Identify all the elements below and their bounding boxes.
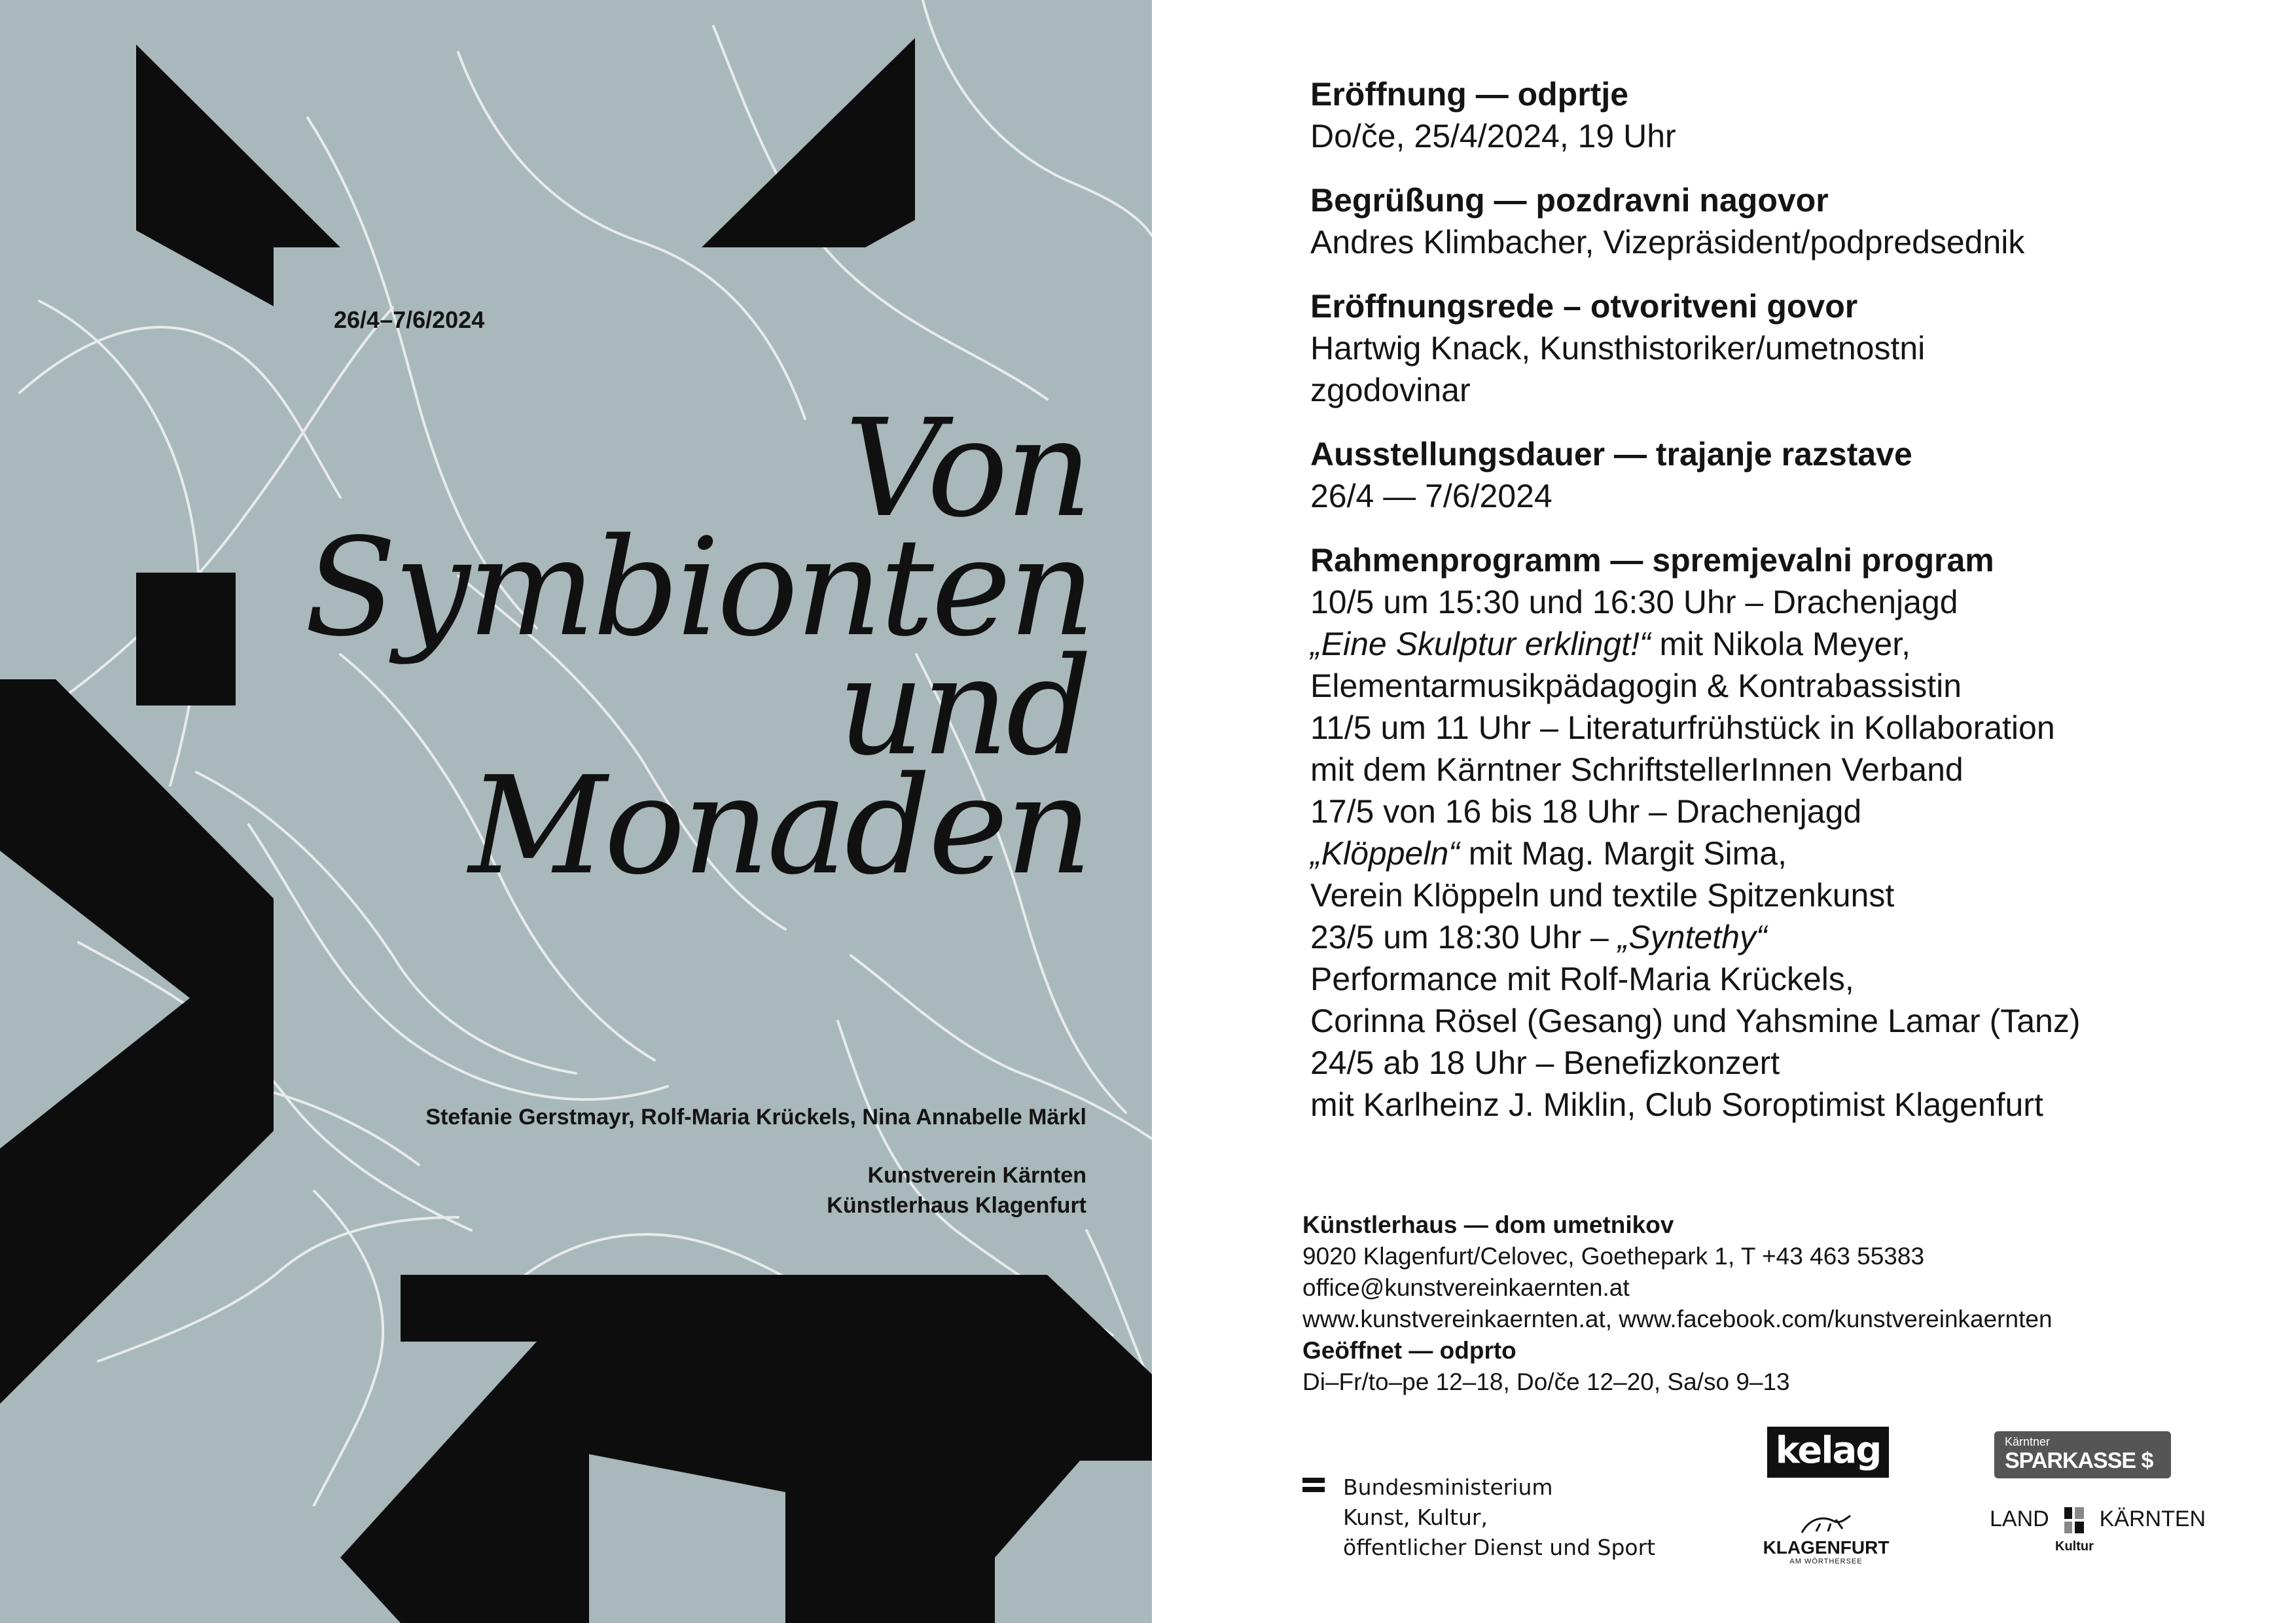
- section-line: Hartwig Knack, Kunsthistoriker/umetnostni: [1310, 330, 1926, 366]
- austria-flag-icon: [1302, 1478, 1325, 1495]
- program-line: Elementarmusikpädagogin & Kontrabassistin: [1310, 668, 1962, 704]
- section-heading: Begrüßung — pozdravni nagovor: [1310, 182, 1829, 219]
- title-line: und: [837, 628, 1090, 785]
- ministry-line: Bundesministerium: [1343, 1474, 1553, 1500]
- land-label: LAND: [1990, 1507, 2049, 1531]
- shape-bottom: [340, 1275, 1152, 1623]
- section-heading: Ausstellungsdauer — trajanje razstave: [1310, 436, 1912, 473]
- section-welcome: [1310, 179, 2081, 263]
- section-heading: Rahmenprogramm — spremjevalni program: [1310, 542, 1994, 579]
- section-heading: Eröffnung — odprtje: [1310, 76, 1629, 113]
- program-line: mit dem Kärntner SchriftstellerInnen Verband: [1310, 751, 1964, 788]
- sparkasse-s-icon: $: [2141, 1448, 2153, 1473]
- title-line: Von: [844, 390, 1090, 547]
- ministry-line: Kunst, Kultur,: [1343, 1505, 1488, 1530]
- klagenfurt-subtitle: AM WÖRTHERSEE: [1789, 1558, 1863, 1565]
- date-range: 26/4–7/6/2024: [334, 306, 485, 333]
- title-line: Symbionten: [304, 509, 1093, 666]
- program-line: Verein Klöppeln und textile Spitzenkunst: [1310, 877, 1895, 914]
- event-text: mit Mag. Margit Sima,: [1459, 835, 1787, 872]
- program-line: 17/5 von 16 bis 18 Uhr – Drachenjagd: [1310, 793, 1862, 830]
- section-line: Andres Klimbacher, Vizepräsident/podpredsednik: [1310, 224, 2025, 260]
- section-speech: [1310, 285, 2081, 411]
- program-line: 11/5 um 11 Uhr – Literaturfrühstück in Kollaboration: [1310, 709, 2055, 746]
- program-line: mit Karlheinz J. Miklin, Club Soroptimist Klagenfurt: [1310, 1086, 2043, 1123]
- klagenfurt-name: KLAGENFURT: [1763, 1537, 1890, 1558]
- section-line: zgodovinar: [1310, 372, 1471, 408]
- land-kaernten-logo: [1990, 1507, 2206, 1533]
- contact-web[interactable]: www.kunstvereinkaernten.at, www.facebook.com/kunstvereinkaernten: [1302, 1306, 2053, 1332]
- shape-top-left: [136, 45, 340, 306]
- event-text: 23/5 um 18:30 Uhr –: [1310, 919, 1618, 955]
- venue-line: Künstlerhaus Klagenfurt: [827, 1193, 1086, 1218]
- event-title: „Klöppeln“: [1310, 835, 1460, 872]
- section-opening: [1310, 73, 2081, 157]
- event-title: „Syntethy“: [1617, 919, 1767, 955]
- kaernten-mark-icon: [2064, 1507, 2084, 1533]
- hours-heading: Geöffnet — odprto: [1302, 1337, 1516, 1364]
- program-line: Performance mit Rolf-Maria Krückels,: [1310, 961, 1854, 997]
- shape-top-right: [702, 38, 915, 247]
- sparkasse-region: Kärntner: [2005, 1435, 2051, 1448]
- lindwurm-icon: [1797, 1512, 1856, 1538]
- section-duration: [1310, 433, 2081, 517]
- klagenfurt-logo: [1761, 1512, 1892, 1565]
- contact-block: [1302, 1209, 2053, 1398]
- title-line: Monaden: [469, 747, 1090, 904]
- ministry-line: öffentlicher Dienst und Sport: [1343, 1535, 1656, 1560]
- contact-address: 9020 Klagenfurt/Celovec, Goethepark 1, T +43 463 55383: [1302, 1243, 1925, 1270]
- contact-heading: Künstlerhaus — dom umetnikov: [1302, 1211, 1674, 1238]
- sparkasse-logo: [1994, 1431, 2171, 1478]
- ministry-name: [1343, 1472, 1655, 1563]
- section-line: Do/če, 25/4/2024, 19 Uhr: [1310, 118, 1676, 154]
- program-line: [1310, 916, 2081, 958]
- section-rahmenprogramm: [1310, 539, 2081, 1126]
- venue-line: Kunstverein Kärnten: [867, 1163, 1086, 1188]
- contact-email[interactable]: office@kunstvereinkaernten.at: [1302, 1274, 1630, 1301]
- exhibition-title: [304, 390, 1093, 904]
- section-heading: Eröffnungsrede – otvoritveni govor: [1310, 288, 1858, 325]
- land-kultur-label: Kultur: [2055, 1539, 2094, 1554]
- artists: Stefanie Gerstmayr, Rolf-Maria Krückels, Nina Annabelle Märkl: [425, 1105, 1086, 1130]
- event-title: „Eine Skulptur erklingt!“: [1310, 626, 1651, 662]
- sparkasse-wordmark: SPARKASSE: [2005, 1448, 2136, 1473]
- program-line: [1310, 623, 2081, 665]
- event-text: mit Nikola Meyer,: [1650, 626, 1910, 662]
- shape-square: [136, 573, 236, 705]
- program-line: Corinna Rösel (Gesang) und Yahsmine Lamar (Tanz): [1310, 1003, 2081, 1039]
- kaernten-label: KÄRNTEN: [2099, 1507, 2206, 1531]
- sparkasse-name: [2005, 1448, 2153, 1474]
- shape-left-chevron: [0, 679, 274, 1404]
- opening-hours: Di–Fr/to–pe 12–18, Do/če 12–20, Sa/so 9–13: [1302, 1368, 1790, 1395]
- program-line: 10/5 um 15:30 und 16:30 Uhr – Drachenjagd: [1310, 584, 1958, 620]
- program-line: 24/5 ab 18 Uhr – Benefizkonzert: [1310, 1044, 1780, 1081]
- program-line: [1310, 832, 2081, 874]
- program: [1310, 73, 2081, 1148]
- section-line: 26/4 — 7/6/2024: [1310, 478, 1552, 514]
- venue: [827, 1160, 1086, 1221]
- kelag-logo: kelag: [1767, 1427, 1889, 1478]
